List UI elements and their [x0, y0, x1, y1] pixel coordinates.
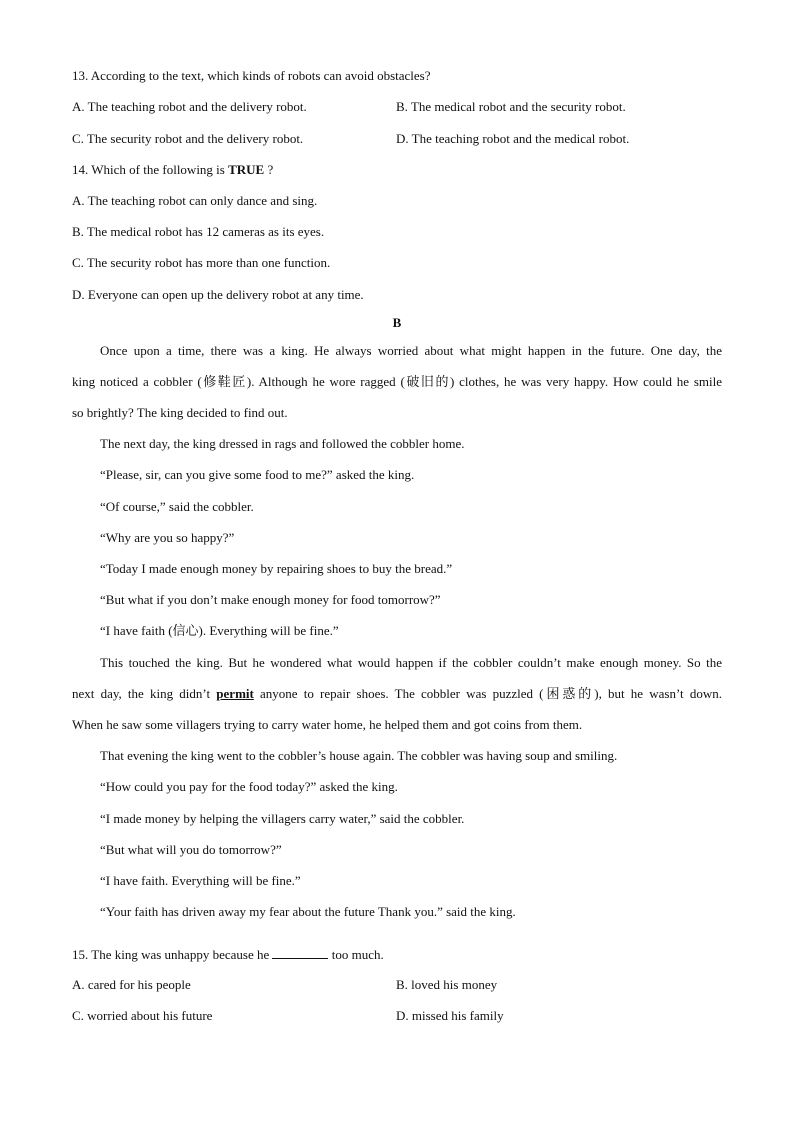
- question-15-option-c: C. worried about his future: [72, 1008, 213, 1023]
- question-15-stem-text: 15. The king was unhappy because he: [72, 947, 273, 962]
- question-13-option-d: D. The teaching robot and the medical robot.: [396, 131, 630, 146]
- question-13-stem: 13. According to the text, which kinds of robots can avoid obstacles?: [72, 68, 431, 83]
- section-heading-text: B: [392, 315, 402, 330]
- question-13-option-a: A. The teaching robot and the delivery robot.: [72, 99, 307, 114]
- paragraph-3-line-1: This touched the king. But he wondered what would happen if the cobbler couldn’t make enough money. So the: [100, 655, 722, 670]
- question-15-stem-end: too much.: [328, 947, 384, 962]
- answer-blank: [272, 946, 328, 959]
- question-14-stem-text: 14. Which of the following is: [72, 162, 229, 177]
- paragraph-1-line-2: king noticed a cobbler (修鞋匠). Although he wore ragged (破旧的) clothes, he was very happy. How could he smile: [72, 374, 722, 389]
- paragraph-3-line-2-start: next day, the king didn’t: [72, 686, 217, 701]
- dialogue-line-3: “Why are you so happy?”: [100, 530, 235, 545]
- paragraph-3-line-2: [72, 686, 722, 702]
- dialogue-line-8: “I made money by helping the villagers carry water,” said the cobbler.: [100, 811, 465, 826]
- paragraph-3-line-3: When he saw some villagers trying to carry water home, he helped them and got coins from them.: [72, 717, 583, 732]
- question-14-stem: [72, 162, 273, 178]
- paragraph-2: The next day, the king dressed in rags and followed the cobbler home.: [100, 436, 465, 451]
- dialogue-line-9: “But what will you do tomorrow?”: [100, 842, 282, 857]
- dialogue-line-4: “Today I made enough money by repairing shoes to buy the bread.”: [100, 561, 453, 576]
- question-13-option-c: C. The security robot and the delivery robot.: [72, 131, 304, 146]
- dialogue-line-1: “Please, sir, can you give some food to me?” asked the king.: [100, 467, 415, 482]
- dialogue-line-11: “Your faith has driven away my fear about the future Thank you.” said the king.: [100, 904, 516, 919]
- question-14-option-a: A. The teaching robot can only dance and sing.: [72, 193, 318, 208]
- underlined-word-permit: permit: [216, 686, 254, 701]
- dialogue-line-6: “I have faith (信心). Everything will be fine.”: [100, 623, 339, 638]
- paragraph-1-line-1: Once upon a time, there was a king. He always worried about what might happen in the future. One day, the: [100, 343, 722, 358]
- section-heading: [0, 315, 794, 331]
- dialogue-line-7: “How could you pay for the food today?” asked the king.: [100, 779, 398, 794]
- question-15-stem: [72, 946, 384, 963]
- dialogue-line-10: “I have faith. Everything will be fine.”: [100, 873, 301, 888]
- question-15-option-d: D. missed his family: [396, 1008, 504, 1023]
- question-13-option-b: B. The medical robot and the security robot.: [396, 99, 626, 114]
- question-14-emphasis: TRUE: [228, 162, 265, 177]
- question-14-option-c: C. The security robot has more than one function.: [72, 255, 331, 270]
- question-15-option-b: B. loved his money: [396, 977, 498, 992]
- dialogue-line-5: “But what if you don’t make enough money for food tomorrow?”: [100, 592, 441, 607]
- paragraph-4: That evening the king went to the cobbler’s house again. The cobbler was having soup and smiling.: [100, 748, 618, 763]
- question-15-option-a: A. cared for his people: [72, 977, 191, 992]
- question-14-stem-end: ?: [264, 162, 274, 177]
- paragraph-3-line-2-end: anyone to repair shoes. The cobbler was puzzled (困惑的), but he wasn’t down.: [253, 686, 722, 701]
- paragraph-1-line-3: so brightly? The king decided to find out.: [72, 405, 288, 420]
- question-14-option-b: B. The medical robot has 12 cameras as its eyes.: [72, 224, 325, 239]
- dialogue-line-2: “Of course,” said the cobbler.: [100, 499, 254, 514]
- question-14-option-d: D. Everyone can open up the delivery robot at any time.: [72, 287, 364, 302]
